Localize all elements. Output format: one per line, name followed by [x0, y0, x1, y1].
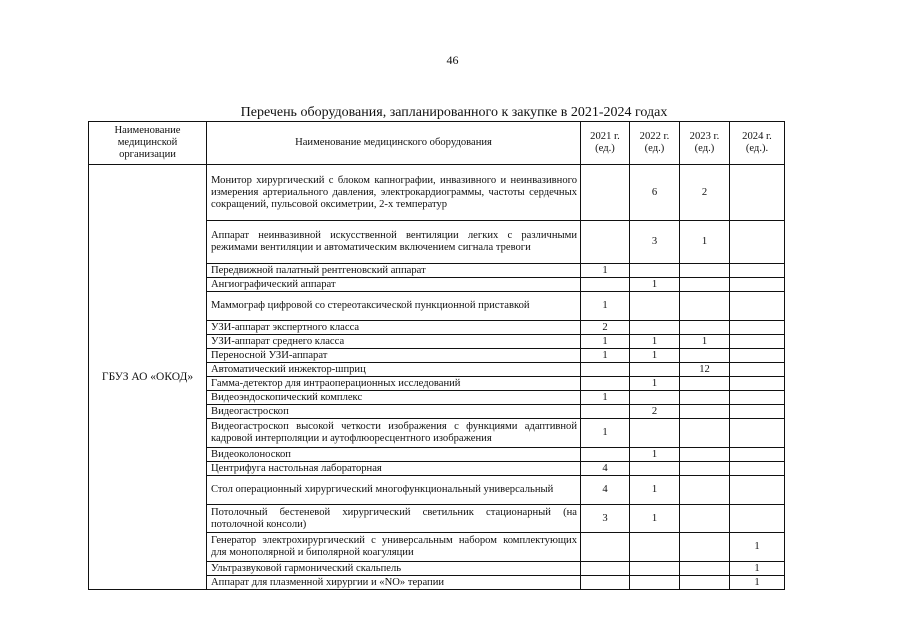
equipment-name-cell: Монитор хирургический с блоком капнографии, инвазивного и неинвазивного измерения артериального давления, электрокардиограммы, частоты сердечных сокращений, пульсовой оксиметрии, 2-х температур [207, 165, 581, 221]
quantity-2023-cell [680, 419, 730, 448]
document-title: Перечень оборудования, запланированного к закупке в 2021-2024 годах [240, 105, 668, 120]
quantity-2024-cell [730, 165, 785, 221]
quantity-2023-cell [680, 278, 730, 292]
quantity-2023-cell: 1 [680, 335, 730, 349]
header-equipment: Наименование медицинского оборудования [207, 122, 581, 165]
quantity-2024-cell [730, 377, 785, 391]
header-organization: Наименование медицинской организации [89, 122, 207, 165]
equipment-name-cell: Переносной УЗИ-аппарат [207, 349, 581, 363]
quantity-2024-cell [730, 321, 785, 335]
equipment-name-cell: Аппарат для плазменной хирургии и «NO» терапии [207, 576, 581, 590]
quantity-2021-cell [581, 533, 630, 562]
quantity-2022-cell [630, 321, 680, 335]
quantity-2021-cell: 1 [581, 335, 630, 349]
quantity-2023-cell [680, 377, 730, 391]
quantity-2022-cell [630, 264, 680, 278]
quantity-2021-cell [581, 221, 630, 264]
quantity-2023-cell: 12 [680, 363, 730, 377]
quantity-2024-cell [730, 363, 785, 377]
quantity-2024-cell [730, 278, 785, 292]
quantity-2024-cell [730, 419, 785, 448]
quantity-2023-cell [680, 321, 730, 335]
quantity-2021-cell [581, 165, 630, 221]
quantity-2021-cell [581, 405, 630, 419]
equipment-name-cell: Центрифуга настольная лабораторная [207, 462, 581, 476]
quantity-2023-cell [680, 349, 730, 363]
quantity-2021-cell: 1 [581, 292, 630, 321]
quantity-2023-cell [680, 576, 730, 590]
equipment-name-cell: Видеогастроскоп [207, 405, 581, 419]
header-2022: 2022 г. (ед.) [630, 122, 680, 165]
quantity-2022-cell [630, 533, 680, 562]
quantity-2024-cell [730, 462, 785, 476]
quantity-2024-cell [730, 476, 785, 505]
quantity-2023-cell [680, 462, 730, 476]
quantity-2023-cell [680, 533, 730, 562]
equipment-name-cell: Стол операционный хирургический многофункциональный универсальный [207, 476, 581, 505]
quantity-2022-cell [630, 363, 680, 377]
quantity-2022-cell: 6 [630, 165, 680, 221]
quantity-2021-cell: 1 [581, 264, 630, 278]
quantity-2022-cell [630, 419, 680, 448]
quantity-2022-cell: 1 [630, 278, 680, 292]
quantity-2024-cell [730, 221, 785, 264]
quantity-2021-cell [581, 576, 630, 590]
quantity-2022-cell [630, 576, 680, 590]
quantity-2024-cell [730, 505, 785, 533]
quantity-2021-cell: 3 [581, 505, 630, 533]
quantity-2023-cell [680, 405, 730, 419]
quantity-2024-cell [730, 292, 785, 321]
quantity-2024-cell: 1 [730, 562, 785, 576]
equipment-name-cell: Ангиографический аппарат [207, 278, 581, 292]
equipment-name-cell: Передвижной палатный рентгеновский аппарат [207, 264, 581, 278]
quantity-2023-cell [680, 476, 730, 505]
quantity-2022-cell [630, 562, 680, 576]
quantity-2024-cell: 1 [730, 576, 785, 590]
quantity-2023-cell [680, 562, 730, 576]
equipment-name-cell: Автоматический инжектор-шприц [207, 363, 581, 377]
quantity-2023-cell [680, 505, 730, 533]
quantity-2023-cell: 1 [680, 221, 730, 264]
quantity-2022-cell: 1 [630, 448, 680, 462]
equipment-name-cell: УЗИ-аппарат экспертного класса [207, 321, 581, 335]
equipment-name-cell: УЗИ-аппарат среднего класса [207, 335, 581, 349]
quantity-2022-cell [630, 462, 680, 476]
quantity-2022-cell: 1 [630, 377, 680, 391]
quantity-2021-cell: 1 [581, 419, 630, 448]
quantity-2024-cell [730, 264, 785, 278]
header-2023: 2023 г. (ед.) [680, 122, 730, 165]
quantity-2021-cell: 4 [581, 462, 630, 476]
table-header-row [89, 122, 785, 165]
equipment-table [88, 121, 785, 590]
equipment-name-cell: Видеоэндоскопический комплекс [207, 391, 581, 405]
quantity-2021-cell [581, 448, 630, 462]
quantity-2024-cell [730, 335, 785, 349]
quantity-2022-cell: 1 [630, 349, 680, 363]
quantity-2021-cell: 1 [581, 349, 630, 363]
equipment-name-cell: Видеогастроскоп высокой четкости изображения с функциями адаптивной кадровой интерполяции и аутофлюоресцентного изображения [207, 419, 581, 448]
quantity-2024-cell [730, 405, 785, 419]
quantity-2022-cell: 1 [630, 476, 680, 505]
quantity-2021-cell [581, 377, 630, 391]
quantity-2024-cell [730, 448, 785, 462]
quantity-2023-cell [680, 448, 730, 462]
quantity-2021-cell: 4 [581, 476, 630, 505]
quantity-2022-cell: 2 [630, 405, 680, 419]
quantity-2023-cell: 2 [680, 165, 730, 221]
equipment-name-cell: Видеоколоноскоп [207, 448, 581, 462]
organization-cell: ГБУЗ АО «ОКОД» [89, 165, 207, 590]
quantity-2022-cell: 3 [630, 221, 680, 264]
equipment-name-cell: Генератор электрохирургический с универсальным набором комплектующих для монополярной и биполярной коагуляции [207, 533, 581, 562]
equipment-name-cell: Гамма-детектор для интраоперационных исследований [207, 377, 581, 391]
quantity-2024-cell: 1 [730, 533, 785, 562]
equipment-name-cell: Потолочный бестеневой хирургический светильник стационарный (на потолочной консоли) [207, 505, 581, 533]
quantity-2022-cell [630, 292, 680, 321]
quantity-2021-cell: 2 [581, 321, 630, 335]
header-2024: 2024 г. (ед.). [730, 122, 785, 165]
quantity-2022-cell: 1 [630, 335, 680, 349]
quantity-2023-cell [680, 391, 730, 405]
quantity-2022-cell [630, 391, 680, 405]
header-2021: 2021 г. (ед.) [581, 122, 630, 165]
equipment-name-cell: Маммограф цифровой со стереотаксической пункционной приставкой [207, 292, 581, 321]
equipment-name-cell: Аппарат неинвазивной искусственной вентиляции легких с различными режимами вентиляции и автоматическим включением сигнала тревоги [207, 221, 581, 264]
quantity-2024-cell [730, 391, 785, 405]
quantity-2023-cell [680, 292, 730, 321]
quantity-2021-cell [581, 363, 630, 377]
quantity-2023-cell [680, 264, 730, 278]
quantity-2021-cell [581, 562, 630, 576]
quantity-2022-cell: 1 [630, 505, 680, 533]
table-row [89, 165, 785, 221]
quantity-2024-cell [730, 349, 785, 363]
page-number: 46 [446, 53, 459, 67]
quantity-2021-cell [581, 278, 630, 292]
equipment-name-cell: Ультразвуковой гармонический скальпель [207, 562, 581, 576]
table-body [89, 165, 785, 590]
quantity-2021-cell: 1 [581, 391, 630, 405]
